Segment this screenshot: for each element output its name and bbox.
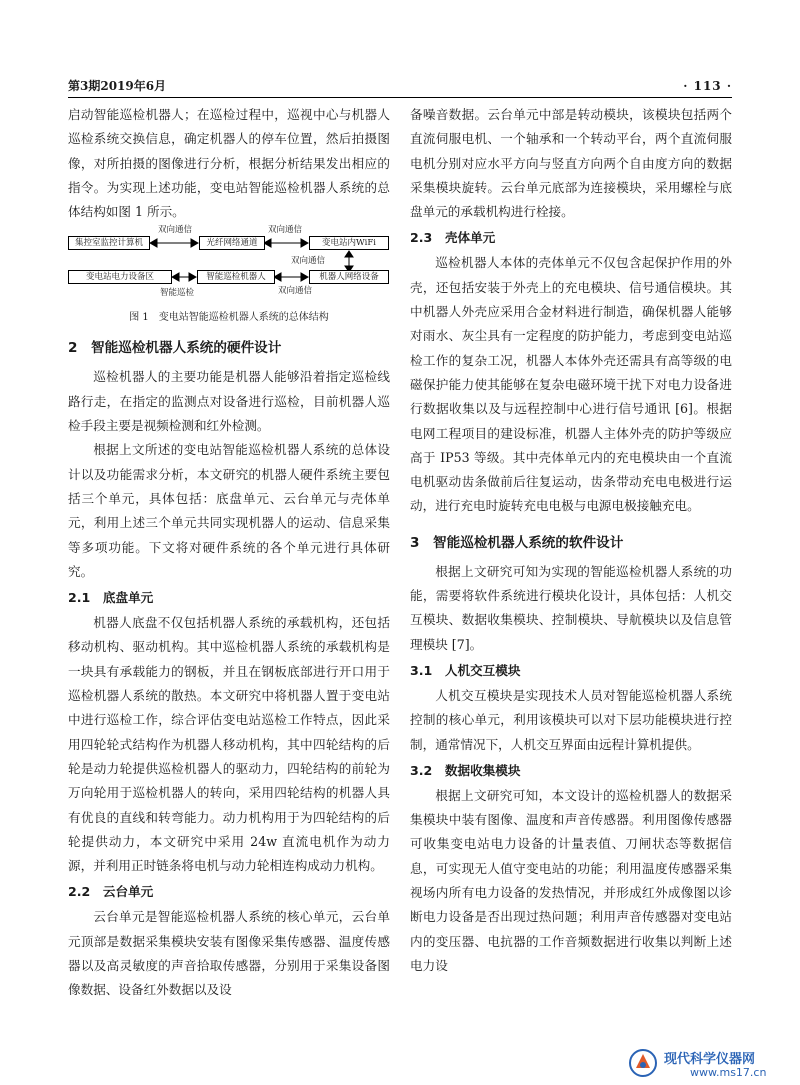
paragraph: 云台单元是智能巡检机器人系统的核心单元，云台单元顶部是数据采集模块安装有图像采集传感器、温度传感器以及高灵敏度的声音拾取传感器，分别用于采集设备图像数据、设备红外数据以及设 bbox=[68, 909, 390, 998]
subsection-heading: 3.2 数据收集模块 bbox=[410, 762, 521, 778]
paragraph: 根据上文研究可知，本文设计的巡检机器人的数据采集模块中装有图像、温度和声音传感器。利用图像传感器可收集变电站电力设备的计量表值、刀闸状态等数据信息，可实现无人值守变电站的功能；利用温度传感器采集视场内所有电力设备的发热情况，并形成红外成像图以诊断电力设备是否出现过热问题；利用声音传感器对变电站内的变压器、电抗器的工作音频数据进行收集以判断上述电力设 bbox=[410, 787, 732, 973]
paragraph: 备噪音数据。云台单元中部是转动模块，该模块包括两个直流伺服电机、一个轴承和一个转动平台，两个直流伺服电机分别对应水平方向与竖直方向两个自由度方向的数据采集模块旋转。云台单元底部为连接模块，采用螺栓与底盘单元的承载机构进行栓接。 bbox=[410, 107, 732, 220]
box-station-wifi: 变电站内WiFi bbox=[309, 236, 389, 250]
paragraph: 巡检机器人的主要功能是机器人能够沿着指定巡检线路行走，在指定的监测点对设备进行巡检，目前机器人巡检手段主要是视频检测和红外检测。 bbox=[68, 369, 390, 434]
label-comm-3: 双向通信 bbox=[291, 256, 326, 267]
box-robot-network: 机器人网络设备 bbox=[309, 270, 389, 284]
header-rule bbox=[68, 97, 732, 98]
box-inspection-robot: 智能巡检机器人 bbox=[197, 270, 275, 284]
subsection-heading: 2.3 壳体单元 bbox=[410, 230, 496, 246]
journal-issue: 第3期2019年6月 bbox=[68, 79, 167, 93]
page-header bbox=[68, 76, 732, 96]
box-fiber-network: 光纤网络通道 bbox=[199, 236, 265, 250]
paragraph: 启动智能巡检机器人；在巡检过程中，巡视中心与机器人巡检系统交换信息，确定机器人的停车位置，然后拍摄图像，对所拍摄的图像进行分析，根据分析结果发出相应的指令。为实现上述功能，变电站智能巡检机器人系统的总体结构如图 1 所示。 bbox=[68, 107, 390, 220]
section-heading: 2 智能巡检机器人系统的硬件设计 bbox=[68, 340, 282, 357]
figure-caption: 图 1 变电站智能巡检机器人系统的总体结构 bbox=[129, 312, 329, 324]
page-number: · 113 · bbox=[683, 79, 732, 93]
label-comm-4: 双向通信 bbox=[278, 286, 313, 297]
paragraph: 人机交互模块是实现技术人员对智能巡检机器人系统控制的核心单元，利用该模块可以对下层功能模块进行控制，通常情况下，人机交互界面由远程计算机提供。 bbox=[410, 687, 732, 752]
subsection-heading: 3.1 人机交互模块 bbox=[410, 662, 521, 678]
right-column bbox=[410, 103, 732, 978]
watermark-title: 现代科学仪器网 bbox=[664, 1052, 756, 1067]
figure-1 bbox=[68, 225, 390, 308]
watermark-url: www.ms17.cn bbox=[690, 1066, 767, 1079]
section-heading: 3 智能巡检机器人系统的软件设计 bbox=[410, 534, 624, 551]
box-monitor-computer: 集控室监控计算机 bbox=[68, 236, 150, 250]
left-column bbox=[68, 103, 390, 1003]
paragraph: 根据上文所述的变电站智能巡检机器人系统的总体设计以及功能需求分析，本文研究的机器人硬件系统主要包括三个单元，具体包括：底盘单元、云台单元与壳体单元，利用上述三个单元共同实现机器人的运动、信息采集等多项功能。下文将对硬件系统的各个单元进行具体研究。 bbox=[68, 442, 390, 579]
watermark-logo bbox=[628, 1048, 793, 1082]
paragraph: 根据上文研究可知为实现的智能巡检机器人系统的功能，需要将软件系统进行模块化设计，具体包括：人机交互模块、数据收集模块、控制模块、导航模块以及信息管理模块 [7]。 bbox=[410, 563, 732, 652]
paragraph: 机器人底盘不仅包括机器人系统的承载机构，还包括移动机构、驱动机构。其中巡检机器人系统的承载机构是一块具有承载能力的钢板，并且在钢板底部进行开口用于巡检机器人系统的散热。本文研究中将机器人置于变电站中进行巡检工作，综合评估变电站巡检工作特点，因此采用四轮轮式结构作为机器人移动机构，其中四轮结构的后轮是动力轮提供巡检机器人的驱动力，四轮结构的前轮为万向轮用于巡检机器人的转向，采用四轮结构的机器人具有优良的直线和转弯能力。动力机构用于为四轮结构的后轮提供动力，本文研究中采用 24w 直流电机作为动力源，并利用正时链条将电机与动力轮相连构成动力机构。 bbox=[68, 615, 390, 874]
label-comm-2: 双向通信 bbox=[268, 225, 303, 236]
subsection-heading: 2.1 底盘单元 bbox=[68, 590, 154, 606]
box-power-equipment: 变电站电力设备区 bbox=[68, 270, 172, 284]
label-smart-inspection: 智能巡检 bbox=[160, 288, 195, 299]
label-comm-1: 双向通信 bbox=[158, 225, 193, 236]
subsection-heading: 2.2 云台单元 bbox=[68, 884, 154, 900]
instrument-logo-icon bbox=[628, 1048, 658, 1078]
paragraph: 巡检机器人本体的壳体单元不仅包含起保护作用的外壳，还包括安装于外壳上的充电模块、信号通信模块。其中机器人外壳应采用合金材料进行制造，确保机器人能够对雨水、灰尘具有一定程度的防护能力，考虑到变电站巡检工作的复杂工况，机器人本体外壳还需具有高等级的电磁保护能力使其能够在复杂电磁环境干扰下对电力设备进行数据收集以及与远程控制中心进行信号通讯 [6]。根据电网工程项目的建设标准，机器人主体外壳的防护等级应高于 IP53 等级。其中壳体单元内的充电模块由一个直流电机驱动齿条做前后往复运动，齿条带动充电电极进行运动，进行充电时旋转充电电极与电源电极接触充电。 bbox=[410, 255, 732, 514]
